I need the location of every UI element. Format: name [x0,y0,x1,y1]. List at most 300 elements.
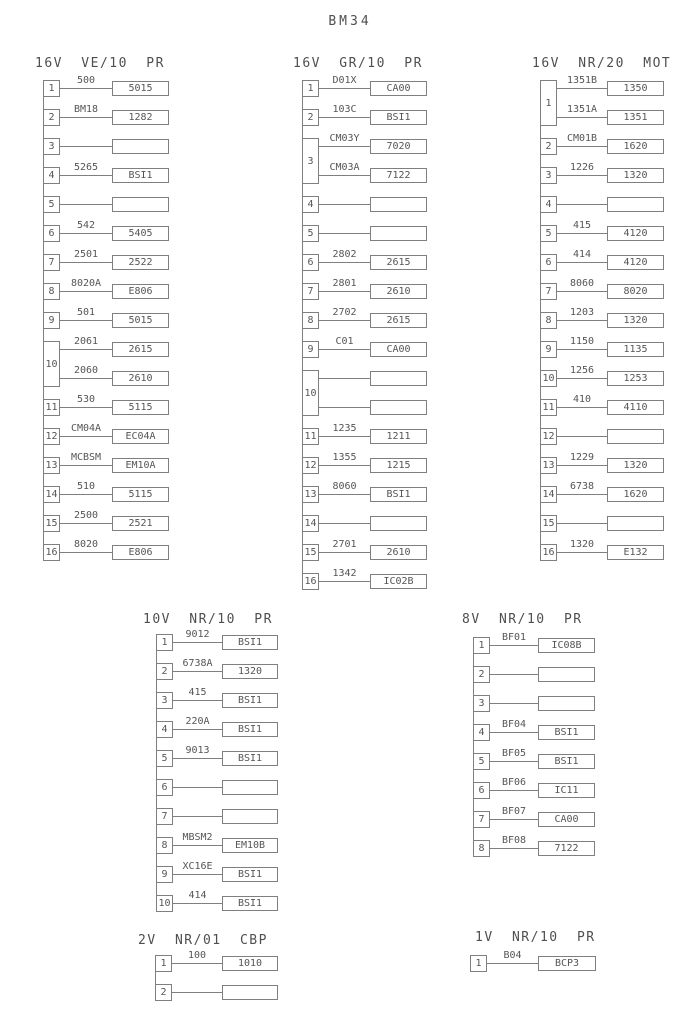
pin-number: 14 [302,515,319,532]
destination-box: 1320 [607,458,664,473]
pin-unit [143,686,293,715]
pin-unit [143,744,293,773]
destination-box: CA00 [370,81,427,96]
wire-line [60,552,112,553]
wire-line [60,88,112,89]
pin-number: 3 [156,692,173,709]
pin-unit [293,190,443,219]
wire-line [60,117,112,118]
pin-number: 10 [156,895,173,912]
pin-unit [35,103,185,132]
pin-unit [35,480,185,509]
wire-label: BF07 [501,806,527,817]
pin-number: 6 [302,254,319,271]
wire-label: 2701 [332,539,357,550]
pin-number: 6 [43,225,60,242]
wire-label: 2802 [332,249,357,260]
pin-unit [460,631,610,660]
wire-label: 220A [185,716,210,727]
pin-number: 7 [156,808,173,825]
wire-label: 8060 [332,481,357,492]
wire-line [60,465,112,466]
pin-unit [293,277,443,306]
wire-line [319,581,370,582]
wire-line [173,758,222,759]
pin-number: 12 [43,428,60,445]
connector-16v-gr10-pr [293,56,443,587]
diagram-title: BM34 [328,14,372,29]
destination-box [538,667,595,682]
wire-line [490,674,538,675]
wire-label: 2501 [73,249,99,260]
wire-line [557,465,607,466]
wire-line [557,378,607,379]
pin-number: 6 [473,782,490,799]
destination-box: BSI1 [538,754,595,769]
pin-number: 8 [156,837,173,854]
pin-number: 10 [302,370,319,416]
destination-box [370,197,427,212]
pin-unit [293,538,443,567]
pin-unit [460,689,610,718]
pin-number: 15 [302,544,319,561]
destination-box [370,516,427,531]
pin-number: 1 [302,80,319,97]
pin-unit [532,538,700,567]
pin-number: 14 [540,486,557,503]
wire-label: 415 [572,220,592,231]
destination-box: BSI1 [222,867,278,882]
pin-number: 15 [43,515,60,532]
wire-line [557,494,607,495]
wire-label: 510 [76,481,96,492]
wire-line [319,407,370,408]
destination-box: 1253 [607,371,664,386]
wire-line [319,349,370,350]
pin-number: 8 [473,840,490,857]
pin-number: 10 [43,341,60,387]
wire-line [557,407,607,408]
pin-unit [35,74,185,103]
wire-label: 9012 [185,629,210,640]
pin-unit [532,509,700,538]
wire-line [557,88,607,89]
pin-number: 9 [43,312,60,329]
pin-unit [143,628,293,657]
wire-line [557,117,607,118]
wire-line [490,819,538,820]
pin-number: 2 [155,984,172,1001]
wire-label: 500 [76,75,96,86]
pin-unit [35,219,185,248]
pin-unit [143,831,293,860]
wire-label: 5265 [73,162,99,173]
pin-unit [143,860,293,889]
destination-box: E806 [112,284,169,299]
pin-unit [35,509,185,538]
connector-rows [143,628,293,918]
pin-number: 2 [473,666,490,683]
pin-number: 6 [156,779,173,796]
wire-label: 6738A [182,658,213,669]
pin-unit [532,132,700,161]
wire-line [60,204,112,205]
wire-line [60,233,112,234]
destination-box: 7020 [370,139,427,154]
pin-unit [293,567,443,596]
wire-line [319,175,370,176]
destination-box: IC02B [370,574,427,589]
pin-number: 1 [473,637,490,654]
pin-number: 2 [302,109,319,126]
wire-label: D01X [332,75,357,86]
wire-label: 414 [572,249,592,260]
wire-line [173,903,222,904]
destination-box: 5015 [112,81,169,96]
pin-unit [532,364,700,393]
pin-unit [532,248,700,277]
wire-line [319,465,370,466]
wire-label: CM03Y [329,133,360,144]
wire-line [172,992,222,993]
wire-line [60,436,112,437]
destination-box: 1320 [607,313,664,328]
wire-line [60,349,112,350]
pin-unit [460,747,610,776]
wire-line [60,407,112,408]
wire-line [319,436,370,437]
pin-number: 7 [540,283,557,300]
pin-number: 9 [540,341,557,358]
wire-label: 1256 [569,365,595,376]
wire-label: 501 [76,307,96,318]
wire-line [557,436,607,437]
pin-unit [35,161,185,190]
destination-box: 1282 [112,110,169,125]
destination-box: 2521 [112,516,169,531]
wire-line [319,378,370,379]
destination-box [222,809,278,824]
wire-line [557,146,607,147]
pin-unit [293,248,443,277]
wire-line [173,671,222,672]
wire-line [557,349,607,350]
wire-line [173,845,222,846]
wire-label: 542 [76,220,96,231]
pin-unit [293,335,443,364]
wire-label: XC16E [182,861,213,872]
destination-box: BSI1 [112,168,169,183]
destination-box: BSI1 [222,635,278,650]
destination-box: 4120 [607,226,664,241]
pin-unit [532,422,700,451]
connector-10v-nr10-pr [143,612,293,909]
destination-box [607,197,664,212]
destination-box: 1320 [222,664,278,679]
pin-unit [35,335,185,393]
wire-label: BF01 [501,632,527,643]
pin-number: 5 [473,753,490,770]
wire-label: 1351A [566,104,598,115]
pin-number: 9 [302,341,319,358]
pin-unit [35,422,185,451]
pin-unit [293,451,443,480]
destination-box: 2610 [112,371,169,386]
pin-unit [532,393,700,422]
pin-number: 13 [540,457,557,474]
destination-box: E132 [607,545,664,560]
wire-label: 1351B [566,75,598,86]
wire-label: 2061 [73,336,99,347]
connector-2v-nr01-cbp [138,933,288,998]
wire-line [490,761,538,762]
wire-label: 1355 [332,452,357,463]
pin-number: 2 [540,138,557,155]
pin-number: 13 [43,457,60,474]
connector-header: 8V NR/10 PR [462,612,583,627]
wire-line [490,645,538,646]
pin-number: 4 [540,196,557,213]
pin-unit [293,509,443,538]
pin-unit [532,190,700,219]
wire-line [60,320,112,321]
pin-number: 7 [473,811,490,828]
pin-unit [35,306,185,335]
wire-line [319,204,370,205]
connector-header: 2V NR/01 CBP [138,933,268,948]
pin-unit [35,132,185,161]
wire-line [319,494,370,495]
pin-unit [143,657,293,686]
destination-box: BSI1 [222,896,278,911]
pin-unit [293,306,443,335]
destination-box: 1320 [607,168,664,183]
destination-box: 8020 [607,284,664,299]
wire-label: BF04 [501,719,527,730]
wire-line [319,552,370,553]
wire-label: 1342 [332,568,357,579]
connector-header: 1V NR/10 PR [475,930,596,945]
wire-line [319,320,370,321]
wire-label: 415 [188,687,207,698]
wire-label: CM03A [329,162,360,173]
pin-unit [138,949,288,978]
wire-line [319,146,370,147]
wire-line [60,494,112,495]
wire-label: CM04A [70,423,102,434]
connector-header: 16V GR/10 PR [293,56,423,71]
wire-line [319,262,370,263]
pin-number: 8 [43,283,60,300]
pin-number: 16 [43,544,60,561]
destination-box [222,780,278,795]
pin-unit [293,422,443,451]
wire-line [172,963,222,964]
destination-box [538,696,595,711]
wire-label: BF05 [501,748,527,759]
destination-box: BSI1 [370,110,427,125]
wire-line [557,291,607,292]
connector-rows [293,74,443,596]
pin-unit [532,480,700,509]
destination-box: BSI1 [370,487,427,502]
connector-header: 10V NR/10 PR [143,612,273,627]
wire-label: 6738 [569,481,595,492]
wire-label: BF08 [501,835,527,846]
wire-line [60,146,112,147]
destination-box: BSI1 [222,693,278,708]
wire-label: 1150 [569,336,595,347]
pin-number: 1 [155,955,172,972]
wire-line [60,291,112,292]
destination-box: IC11 [538,783,595,798]
connector-8v-nr10-pr [460,612,610,854]
pin-unit [293,132,443,190]
wire-line [319,88,370,89]
wire-label: 1203 [569,307,595,318]
wire-line [173,787,222,788]
pin-number: 11 [302,428,319,445]
wire-line [173,729,222,730]
destination-box: 2615 [370,313,427,328]
pin-number: 12 [540,428,557,445]
wire-label: 410 [572,394,592,405]
wire-label: 1226 [569,162,595,173]
connector-rows [35,74,185,567]
wire-line [490,703,538,704]
wire-label: 530 [76,394,96,405]
pin-number: 1 [43,80,60,97]
destination-box: 1620 [607,139,664,154]
pin-number: 5 [43,196,60,213]
wire-label: 2500 [73,510,99,521]
pin-number: 5 [540,225,557,242]
pin-number: 16 [540,544,557,561]
wire-line [319,233,370,234]
destination-box [222,985,278,1000]
destination-box: EC04A [112,429,169,444]
pin-number: 4 [302,196,319,213]
wire-line [490,790,538,791]
wire-label: C01 [335,336,354,347]
pin-unit [532,161,700,190]
destination-box: 1351 [607,110,664,125]
pin-number: 10 [540,370,557,387]
wire-line [60,175,112,176]
destination-box: 1135 [607,342,664,357]
destination-box: BSI1 [538,725,595,740]
destination-box: BCP3 [538,956,596,971]
destination-box [370,371,427,386]
pin-unit [35,190,185,219]
wire-line [173,642,222,643]
pin-number: 4 [156,721,173,738]
wire-line [557,320,607,321]
wire-label: 103C [332,104,357,115]
pin-unit [35,277,185,306]
pin-number: 11 [540,399,557,416]
pin-number: 2 [43,109,60,126]
connector-rows [468,949,618,978]
wire-line [557,233,607,234]
destination-box: 4110 [607,400,664,415]
wire-label: 8060 [569,278,595,289]
pin-unit [293,364,443,422]
destination-box [112,139,169,154]
pin-unit [460,718,610,747]
destination-box: 2615 [112,342,169,357]
wire-line [490,732,538,733]
pin-number: 5 [302,225,319,242]
wire-line [319,523,370,524]
wire-line [487,963,538,964]
wire-label: MBSM2 [182,832,213,843]
pin-number: 8 [302,312,319,329]
connector-header: 16V VE/10 PR [35,56,165,71]
destination-box: IC08B [538,638,595,653]
destination-box: CA00 [538,812,595,827]
destination-box: 1211 [370,429,427,444]
pin-number: 15 [540,515,557,532]
destination-box: 1620 [607,487,664,502]
pin-number: 14 [43,486,60,503]
pin-number: 2 [156,663,173,680]
pin-number: 4 [473,724,490,741]
pin-unit [35,248,185,277]
destination-box [370,226,427,241]
wire-line [557,523,607,524]
wire-line [60,378,112,379]
wire-line [319,117,370,118]
destination-box [370,400,427,415]
wire-label: 1229 [569,452,595,463]
destination-box: CA00 [370,342,427,357]
wire-label: 2801 [332,278,357,289]
destination-box: 5405 [112,226,169,241]
pin-number: 5 [156,750,173,767]
wire-label: BM18 [73,104,99,115]
destination-box [607,516,664,531]
wire-label: 2702 [332,307,357,318]
pin-unit [468,949,618,978]
wire-label: 414 [188,890,207,901]
destination-box: 5015 [112,313,169,328]
pin-number: 3 [540,167,557,184]
pin-unit [293,74,443,103]
pin-unit [460,805,610,834]
pin-unit [143,802,293,831]
connector-rows [460,631,610,863]
wire-line [557,204,607,205]
destination-box [112,197,169,212]
pin-number: 1 [540,80,557,126]
pin-unit [143,773,293,802]
wire-label: MCBSM [70,452,102,463]
wire-label: 8020 [73,539,99,550]
pin-number: 1 [156,634,173,651]
pin-unit [532,335,700,364]
pin-number: 7 [43,254,60,271]
connector-1v-nr10-pr [468,930,618,969]
pin-unit [532,277,700,306]
pin-number: 3 [43,138,60,155]
wire-label: 100 [187,950,207,961]
pin-number: 7 [302,283,319,300]
wire-line [490,848,538,849]
wire-label: 2060 [73,365,99,376]
wire-label: B04 [503,950,522,961]
pin-number: 3 [473,695,490,712]
